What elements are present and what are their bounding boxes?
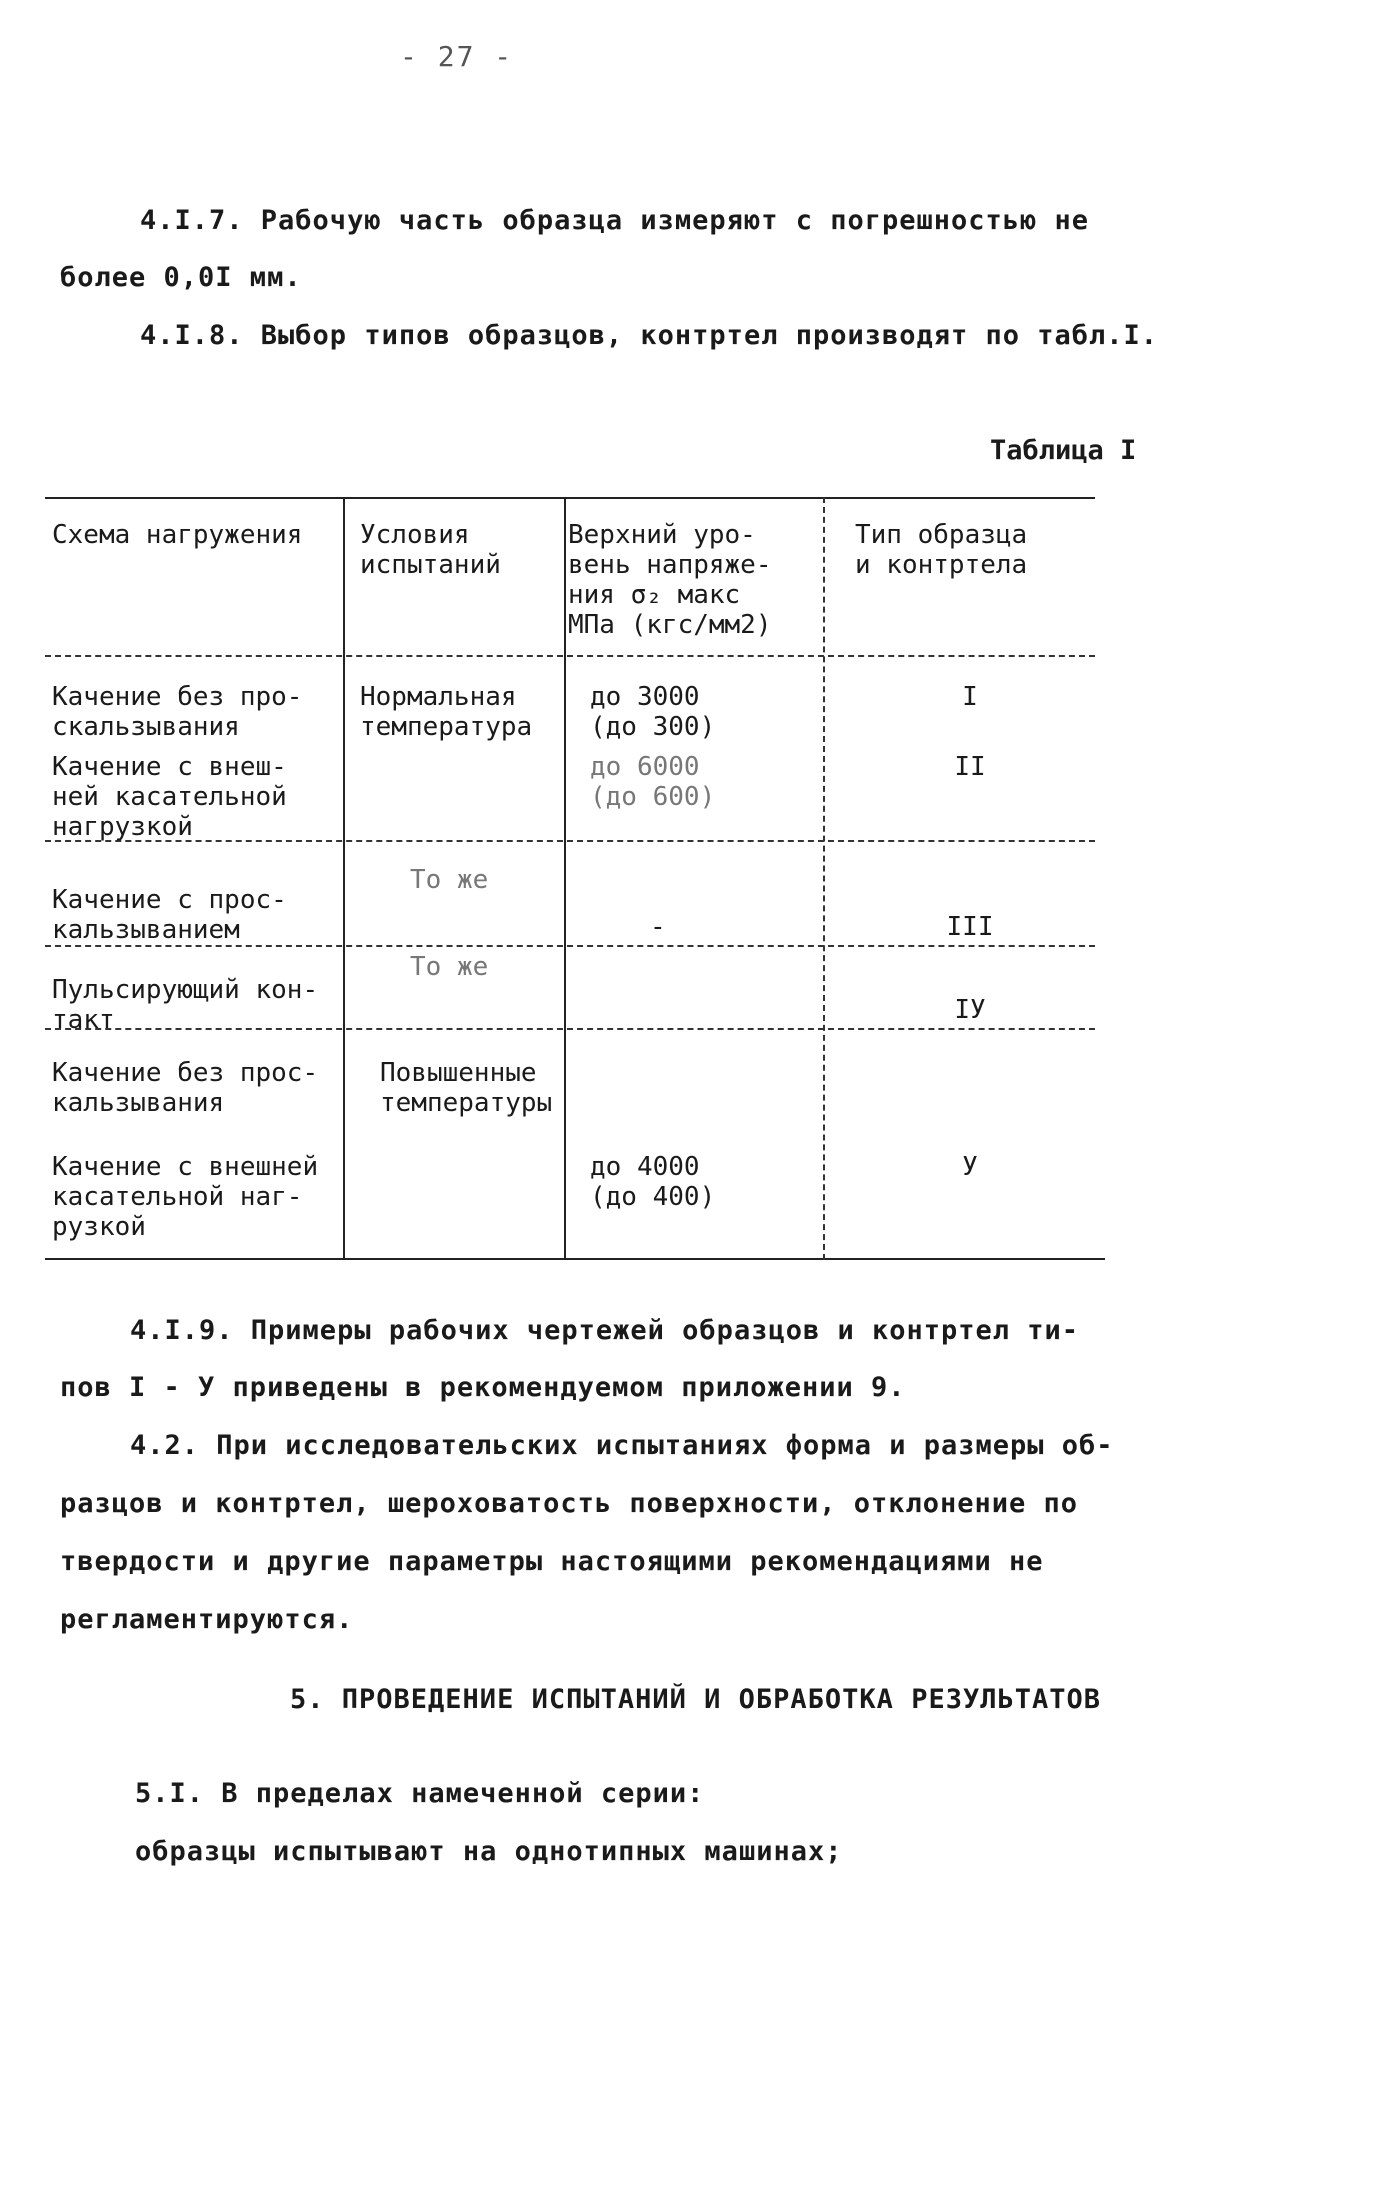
- table-header-stress: Верхний уро- вень напряже- ния σ₂ макс МПа (кгс/мм2): [568, 520, 772, 640]
- table-cell-scheme: Пульсирующий кон- такт: [52, 975, 319, 1035]
- table-caption: Таблица I: [990, 435, 1137, 466]
- table-cell-scheme: Качение с прос- кальзыванием: [52, 885, 287, 945]
- table-cell-type: II: [954, 752, 986, 782]
- paragraph-4-1-8: 4.I.8. Выбор типов образцов, контртел производят по табл.I.: [140, 320, 1159, 351]
- table-column-rule: [823, 497, 825, 1260]
- table-header-conditions: Условия испытаний: [360, 520, 501, 580]
- paragraph-4-2-line2: разцов и контртел, шероховатость поверхности, отклонение по: [60, 1488, 1079, 1519]
- table-cell-scheme: Качение без про- скальзывания: [52, 682, 303, 742]
- table-cell-stress: до 3000 (до 300): [590, 682, 716, 742]
- table-top-rule: [45, 497, 1095, 499]
- table-cell-conditions: Нормальная температура: [360, 682, 533, 742]
- table-cell-scheme: Качение без прос- кальзывания: [52, 1058, 319, 1118]
- paragraph-5-1-line1: 5.I. В пределах намеченной серии:: [135, 1778, 705, 1809]
- table-cell-conditions: То же: [410, 952, 489, 982]
- table-cell-type: IУ: [954, 995, 986, 1025]
- paragraph-4-1-9-line1: 4.I.9. Примеры рабочих чертежей образцов и контртел ти-: [130, 1315, 1080, 1346]
- table-cell-scheme: Качение с внешней касательной наг- рузкой: [52, 1152, 319, 1242]
- table-column-rule: [343, 497, 345, 1260]
- section-heading: 5. ПРОВЕДЕНИЕ ИСПЫТАНИЙ И ОБРАБОТКА РЕЗУЛЬТАТОВ: [290, 1684, 1102, 1715]
- table-header-rule: [45, 655, 1095, 657]
- table-header-scheme: Схема нагружения: [52, 520, 303, 550]
- page-number: - 27 -: [400, 40, 514, 73]
- table-cell-type: III: [946, 912, 994, 942]
- table-row-rule: [45, 945, 1095, 947]
- table-column-rule: [564, 497, 566, 1260]
- paragraph-5-1-line2: образцы испытывают на однотипных машинах;: [135, 1836, 843, 1867]
- table-cell-conditions: Повышенные температуры: [380, 1058, 553, 1118]
- table-cell-scheme: Качение с внеш- ней касательной нагрузкой: [52, 752, 287, 842]
- paragraph-4-1-7-line1: 4.I.7. Рабочую часть образца измеряют с погрешностью не: [140, 205, 1090, 236]
- table-cell-type: I: [962, 682, 978, 712]
- paragraph-4-2-line1: 4.2. При исследовательских испытаниях форма и размеры об-: [130, 1430, 1114, 1461]
- table-header-type: Тип образца и контртела: [855, 520, 1028, 580]
- table-bottom-rule: [45, 1258, 1105, 1260]
- paragraph-4-2-line3: твердости и другие параметры настоящими рекомендациями не: [60, 1546, 1044, 1577]
- table-cell-conditions: То же: [410, 865, 489, 895]
- paragraph-4-1-7-line2: более 0,0I мм.: [60, 262, 302, 293]
- table-cell-stress: -: [650, 912, 666, 942]
- table-cell-stress: до 4000 (до 400): [590, 1152, 716, 1212]
- table-cell-type: У: [962, 1152, 978, 1182]
- table-cell-stress: до 6000 (до 600): [590, 752, 716, 812]
- paragraph-4-2-line4: регламентируются.: [60, 1604, 354, 1635]
- paragraph-4-1-9-line2: пов I - У приведены в рекомендуемом приложении 9.: [60, 1372, 906, 1403]
